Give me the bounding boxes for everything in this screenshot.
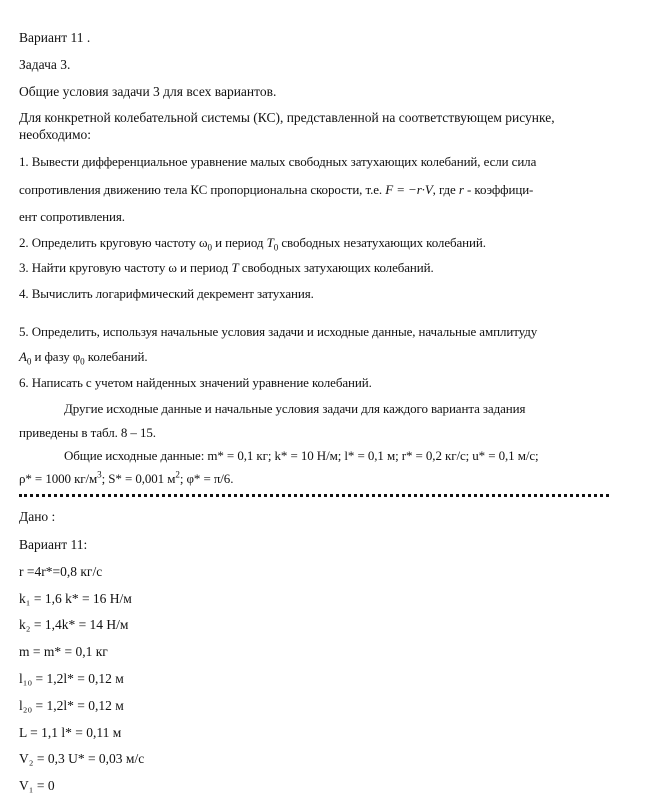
task-1-line-2 — [19, 182, 533, 198]
given-r: r =4r*=0,8 кг/с — [19, 564, 103, 579]
common-data-line-2 — [19, 471, 233, 487]
other-data-line-1: Другие исходные данные и начальные условия задачи для каждого варианта задания — [64, 401, 526, 416]
given-k2: k₂ = 1,4k* = 14 Н/м — [19, 617, 129, 632]
common-data-label: Общие исходные данные: — [64, 448, 205, 463]
given-title: Дано : — [19, 509, 56, 524]
task-3-text: 3. Найти круговую частоту ω и период — [19, 260, 229, 275]
task-5-mid: и фазу φ — [34, 349, 81, 364]
period-T0: T — [266, 235, 274, 250]
given-m: m = m* = 0,1 кг — [19, 644, 108, 659]
task-2-post: свободных незатухающих колебаний. — [281, 235, 486, 250]
task-4: 4. Вычислить логарифмический декремент затухания. — [19, 286, 314, 301]
given-V1: V₁ = 0 — [19, 778, 55, 793]
task-1-line-1: 1. Вывести дифференциальное уравнение малых свободных затухающих колебаний, если сила — [19, 154, 537, 169]
task-5-post: колебаний. — [87, 349, 148, 364]
area: ; S* = 0,001 м — [101, 471, 176, 486]
omega-sub: 0 — [207, 242, 212, 253]
density: ρ* = 1000 кг/м — [19, 471, 98, 486]
given-L: L = 1,1 l* = 0,11 м — [19, 725, 122, 740]
period-T: T — [231, 260, 239, 275]
common-conditions: Общие условия задачи 3 для всех вариантов. — [19, 84, 277, 99]
dotted-separator — [19, 494, 609, 497]
task-2-text: 2. Определить круговую частоту ω — [19, 235, 208, 250]
given-l10: l₁₀ = 1,2l* = 0,12 м — [19, 671, 124, 686]
task-title: Задача 3. — [19, 57, 71, 72]
period-sub: 0 — [273, 242, 279, 253]
task-3-post: свободных затухающих колебаний. — [241, 260, 434, 275]
task-6: 6. Написать с учетом найденных значений уравнение колебаний. — [19, 375, 372, 390]
variant-label: Вариант 11 . — [19, 30, 91, 45]
task-3 — [19, 260, 434, 276]
phase-sub: 0 — [80, 356, 85, 367]
task-1-tail: - коэффици- — [467, 182, 534, 197]
given-variant: Вариант 11: — [19, 537, 88, 552]
given-V2: V₂ = 0,3 U* = 0,03 м/с — [19, 751, 145, 766]
resistance-formula: F = −r·V — [385, 182, 433, 197]
given-l20: l₂₀ = 1,2l* = 0,12 м — [19, 698, 124, 713]
common-data-values: m* = 0,1 кг; k* = 10 Н/м; l* = 0,1 м; r* = 0,2 кг/с; u* = 0,1 м/с; — [207, 448, 539, 463]
phase: ; φ* = π/6. — [179, 471, 234, 486]
intro-line-1: Для конкретной колебательной системы (КС), представленной на соответствующем рисунке, — [19, 110, 555, 125]
task-1-where: , где — [432, 182, 456, 197]
task-1-text: сопротивления движению тела КС пропорциональна скорости, т.е. — [19, 182, 383, 197]
task-5-line-1: 5. Определить, используя начальные условия задачи и исходные данные, начальные амплитуду — [19, 324, 538, 339]
common-data-line-1 — [64, 448, 539, 464]
given-k1: k₁ = 1,6 k* = 16 Н/м — [19, 591, 132, 606]
task-5-line-2 — [19, 349, 148, 365]
intro-line-2: необходимо: — [19, 127, 92, 142]
task-1-line-3: ент сопротивления. — [19, 209, 125, 224]
task-2 — [19, 235, 486, 251]
amp-sub: 0 — [26, 356, 32, 367]
density-sup: 3 — [97, 469, 102, 480]
task-2-mid: и период — [215, 235, 264, 250]
other-data-line-2: приведены в табл. 8 – 15. — [19, 425, 156, 440]
area-sup: 2 — [175, 469, 180, 480]
coef-r: r — [458, 182, 464, 197]
amplitude-A0: A — [19, 349, 27, 364]
